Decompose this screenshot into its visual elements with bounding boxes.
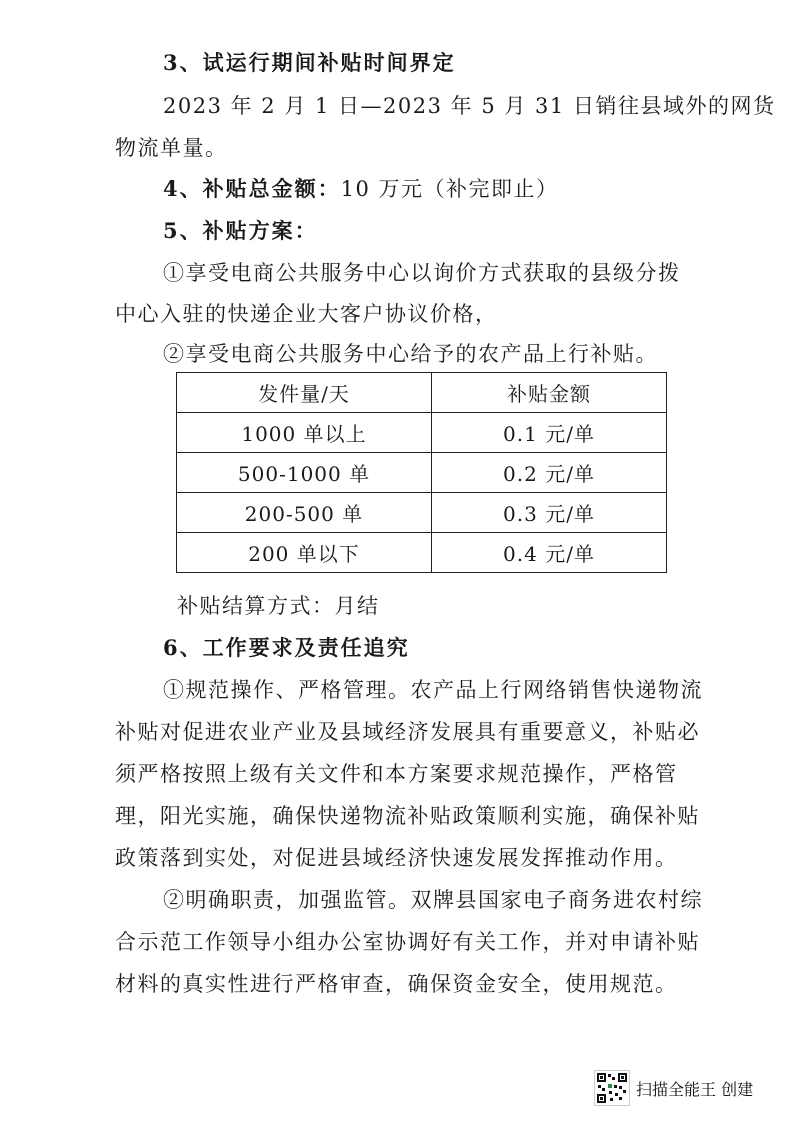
section-4-amount: 10 万元（补完即止） (340, 177, 559, 201)
scanner-watermark-text: 扫描全能王 创建 (636, 1079, 754, 1099)
header-amount: 补贴金额 (432, 373, 667, 413)
settlement-method: 补贴结算方式：月结 (177, 594, 380, 618)
table-row (177, 493, 667, 533)
table-cell-amount: 0.3 元/单 (432, 493, 667, 533)
subsidy-table (176, 372, 667, 573)
section-3-heading: 3、试运行期间补贴时间界定 (163, 50, 456, 75)
section-6-p1-line: 须严格按照上级有关文件和本方案要求规范操作，严格管 (115, 762, 678, 786)
table-row (177, 533, 667, 573)
table-cell-volume: 200 单以下 (177, 533, 432, 573)
table-cell-amount: 0.2 元/单 (432, 453, 667, 493)
scanner-watermark (594, 1070, 753, 1106)
section-5-heading: 5、补贴方案： (163, 218, 318, 243)
section-6-p2-line: 材料的真实性进行严格审查，确保资金安全，使用规范。 (115, 972, 678, 996)
table-cell-volume: 200-500 单 (177, 493, 432, 533)
section-3-line-1: 2023 年 2 月 1 日—2023 年 5 月 31 日销往县域外的网货 (163, 94, 776, 118)
section-5-item-2: ②享受电商公共服务中心给予的农产品上行补贴。 (163, 342, 658, 366)
section-6-p2-line: 合示范工作领导小组办公室协调好有关工作，并对申请补贴 (115, 930, 700, 954)
table-cell-volume: 1000 单以上 (177, 413, 432, 453)
section-6-p1-line: 政策落到实处，对促进县域经济快速发展发挥推动作用。 (115, 846, 678, 870)
qr-code-icon (594, 1070, 630, 1106)
table-row (177, 413, 667, 453)
section-5-item-1-line-1: ①享受电商公共服务中心以询价方式获取的县级分拨 (163, 261, 681, 285)
section-6-p2-line: ②明确职责，加强监管。双牌县国家电子商务进农村综 (163, 888, 703, 912)
table-cell-amount: 0.4 元/单 (432, 533, 667, 573)
section-6-heading: 6、工作要求及责任追究 (163, 635, 410, 660)
table-row (177, 453, 667, 493)
section-4 (163, 174, 559, 204)
section-6-p1-line: 补贴对促进农业产业及县域经济发展具有重要意义，补贴必 (115, 720, 700, 744)
section-5-item-1-line-2: 中心入驻的快递企业大客户协议价格， (115, 302, 498, 326)
section-6-p1-line: ①规范操作、严格管理。农产品上行网络销售快递物流 (163, 678, 703, 702)
table-cell-amount: 0.1 元/单 (432, 413, 667, 453)
section-3-line-2: 物流单量。 (115, 136, 228, 160)
header-volume: 发件量/天 (177, 373, 432, 413)
table-header-row (177, 373, 667, 413)
section-6-p1-line: 理，阳光实施，确保快递物流补贴政策顺利实施，确保补贴 (115, 804, 700, 828)
table-cell-volume: 500-1000 单 (177, 453, 432, 493)
section-4-heading: 4、补贴总金额： (163, 176, 341, 201)
